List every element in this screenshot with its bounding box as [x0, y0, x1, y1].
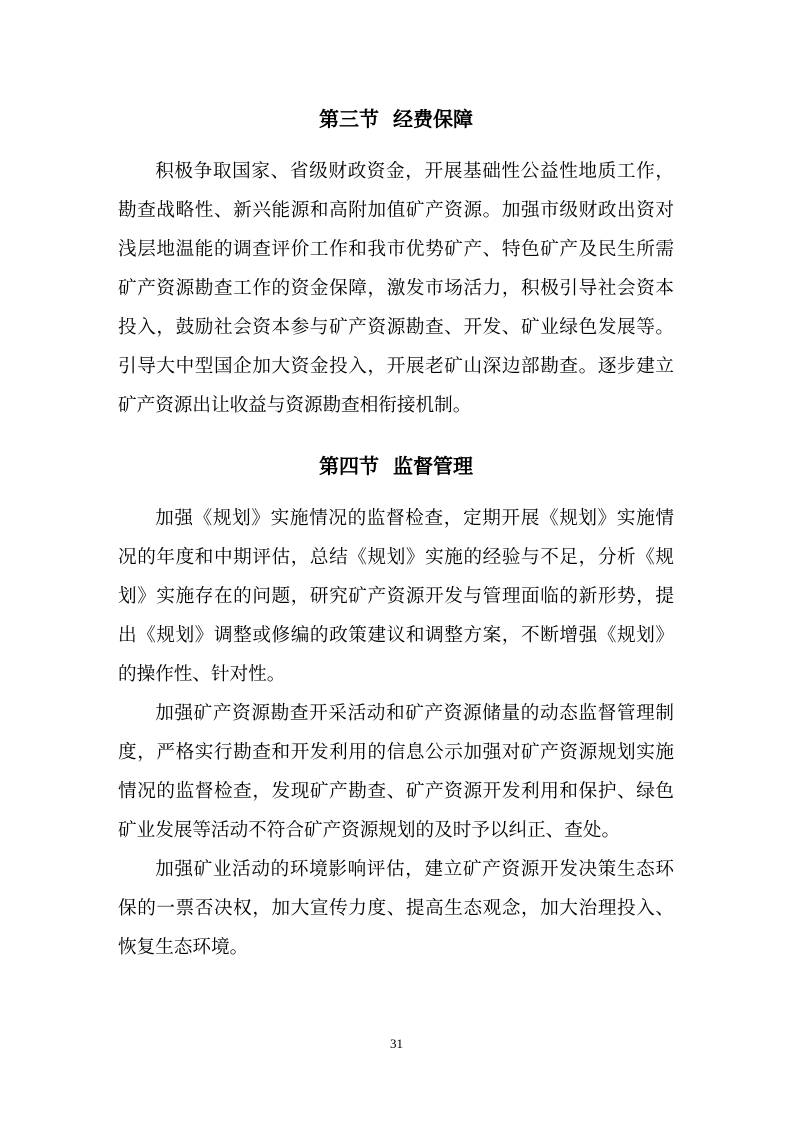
page-content — [118, 100, 674, 967]
paragraph-supervision-2: 加强矿产资源勘查开采活动和矿产资源储量的动态监督管理制度，严格实行勘查和开发利用的信息公示加强对矿产资源规划实施情况的监督检查，发现矿产勘查、矿产资源开发利用和保护、绿色矿业发展等活动不符合矿产资源规划的及时予以纠正、查处。 — [118, 703, 674, 841]
section-title-supervision: 第四节 监督管理 — [319, 454, 473, 478]
paragraph-supervision-1: 加强《规划》实施情况的监督检查，定期开展《规划》实施情况的年度和中期评估，总结《规划》实施的经验与不足，分析《规划》实施存在的问题，研究矿产资源开发与管理面临的新形势，提出《规划》调整或修编的政策建议和调整方案，不断增强《规划》的操作性、针对性。 — [118, 508, 674, 685]
page-number: 31 — [390, 1036, 403, 1051]
paragraph-supervision-3: 加强矿业活动的环境影响评估，建立矿产资源开发决策生态环保的一票否决权，加大宣传力度、提高生态观念，加大治理投入、恢复生态环境。 — [118, 859, 674, 958]
section-title-funding: 第三节 经费保障 — [319, 107, 473, 131]
paragraph-funding-1: 积极争取国家、省级财政资金，开展基础性公益性地质工作，勘查战略性、新兴能源和高附加值矿产资源。加强市级财政出资对浅层地温能的调查评价工作和我市优势矿产、特色矿产及民生所需矿产资源勘查工作的资金保障，激发市场活力，积极引导社会资本投入，鼓励社会资本参与矿产资源勘查、开发、矿业绿色发展等。引导大中型国企加大资金投入，开展老矿山深边部勘查。逐步建立矿产资源出让收益与资源勘查相衔接机制。 — [118, 161, 674, 416]
